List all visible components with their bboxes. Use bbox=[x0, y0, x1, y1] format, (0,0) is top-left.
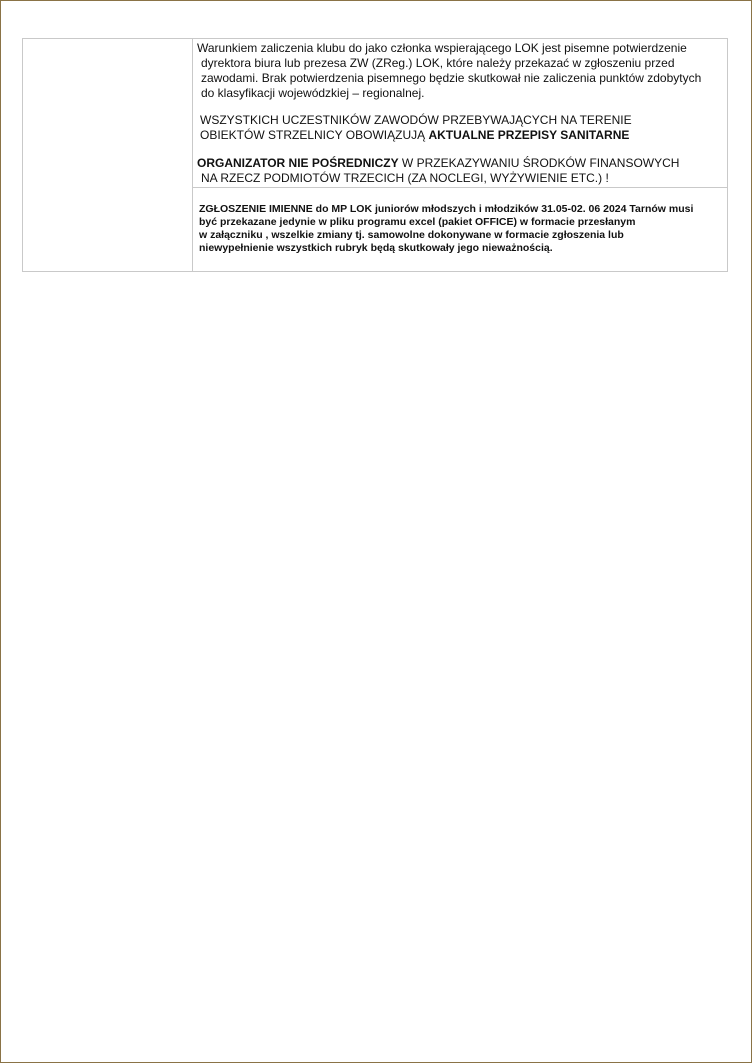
conditions-line-4: do klasyfikacji wojewódzkiej – regionalnej. bbox=[201, 86, 425, 100]
sanitary-line-1: WSZYSTKICH UCZESTNIKÓW ZAWODÓW PRZEBYWAJĄCYCH NA TERENIE bbox=[200, 113, 632, 127]
organizer-emphasis: ORGANIZATOR NIE POŚREDNICZY bbox=[197, 156, 399, 170]
registration-paragraph bbox=[199, 203, 726, 255]
organizer-line-1-text: W PRZEKAZYWANIU ŚRODKÓW FINANSOWYCH bbox=[398, 156, 680, 170]
organizer-disclaimer-paragraph bbox=[197, 156, 717, 186]
registration-line-3: w załączniku , wszelkie zmiany tj. samowolne dokonywane w formacie zgłoszenia lub bbox=[199, 229, 624, 241]
conditions-line-2: dyrektora biura lub prezesa ZW (ZReg.) LOK, które należy przekazać w zgłoszeniu przed bbox=[201, 56, 675, 70]
registration-line-2: być przekazane jedynie w pliku programu excel (pakiet OFFICE) w formacie przesłanym bbox=[199, 216, 636, 228]
sanitary-line-2-text: OBIEKTÓW STRZELNICY OBOWIĄZUJĄ bbox=[200, 128, 429, 142]
conditions-line-3: zawodami. Brak potwierdzenia pisemnego będzie skutkował nie zaliczenia punktów zdobytych bbox=[201, 71, 702, 85]
sanitary-rules-paragraph bbox=[200, 113, 720, 143]
sanitary-emphasis: AKTUALNE PRZEPISY SANITARNE bbox=[428, 128, 630, 142]
registration-cell bbox=[193, 188, 727, 271]
notes-cell bbox=[193, 39, 727, 188]
registration-line-1: ZGŁOSZENIE IMIENNE do MP LOK juniorów młodszych i młodzików 31.05-02. 06 2024 Tarnów musi bbox=[199, 203, 694, 215]
conditions-line-1: Warunkiem zaliczenia klubu do jako członka wspierającego LOK jest pisemne potwierdzenie bbox=[197, 41, 687, 55]
empty-label-cell bbox=[23, 39, 193, 271]
info-table bbox=[22, 38, 728, 272]
registration-line-4: niewypełnienie wszystkich rubryk będą skutkowały jego nieważnością. bbox=[199, 242, 553, 254]
organizer-line-1 bbox=[197, 156, 717, 171]
membership-condition-paragraph bbox=[197, 41, 727, 101]
organizer-line-2: NA RZECZ PODMIOTÓW TRZECICH (ZA NOCLEGI, WYŻYWIENIE ETC.) ! bbox=[201, 171, 609, 185]
sanitary-line-2 bbox=[200, 128, 720, 143]
